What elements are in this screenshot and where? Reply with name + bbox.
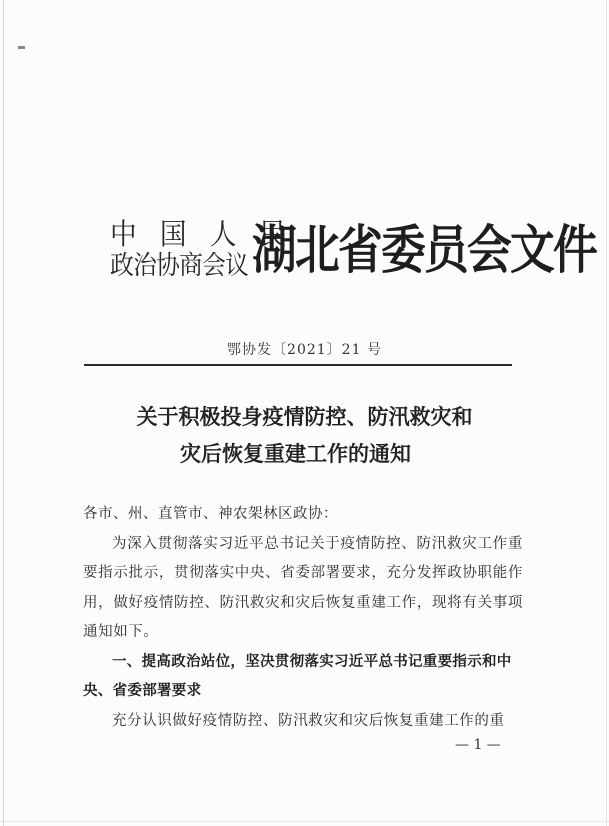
title-line-1: 关于积极投身疫情防控、防汛救灾和 [136,404,473,429]
header-divider [84,364,512,366]
document-number: 鄂协发〔2021〕21 号 [227,342,382,358]
page-number: — 1 — [455,737,501,753]
issuing-org-line1: 中 国 人 民 [110,217,294,251]
issuing-org-title: 湖北省委员会文件 [252,220,597,281]
document-header [110,212,597,292]
scan-edge-bottom [0,821,609,822]
document-title [0,398,609,472]
body-paragraph-1: 为深入贯彻落实习近平总书记关于疫情防控、防汛救灾工作重要指示批示，贯彻落实中央、省委部署要求，充分发挥政协职能作用，做好疫情防控、防汛救灾和灾后恢复重建工作，现将有关事项通知如下。 [83,535,523,640]
issuing-org-block [110,217,294,281]
scan-speck [18,46,25,49]
title-line-2: 灾后恢复重建工作的通知 [180,441,411,466]
salutation: 各市、州、直管市、神农架林区政协： [83,506,338,522]
issuing-org-line2: 政治协商会议 [110,251,249,281]
section-heading-1: 一、提高政治站位，坚决贯彻落实习近平总书记重要指示和中央、省委部署要求 [83,653,512,699]
document-body [83,500,523,736]
body-paragraph-2: 充分认识做好疫情防控、防汛救灾和灾后恢复重建工作的重 [112,712,505,729]
